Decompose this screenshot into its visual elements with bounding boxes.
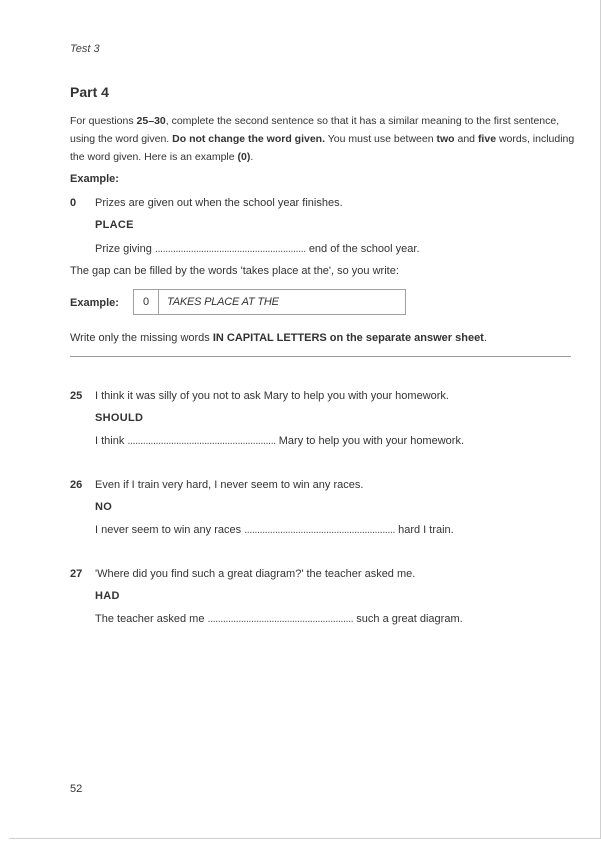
question-number: 27 <box>70 568 83 580</box>
example-gap-line: Prize giving ........................................................... end of the school year. <box>95 243 420 255</box>
question-number: 26 <box>70 479 83 491</box>
question-sentence: 'Where did you find such a great diagram?' the teacher asked me. <box>95 568 416 580</box>
example-explanation: The gap can be filled by the words 'takes place at the', so you write: <box>70 265 399 277</box>
example-box-number: 0 <box>134 290 159 314</box>
question-keyword: NO <box>95 501 113 513</box>
question-gap-line: I never seem to win any races ........................................................... hard I train. <box>95 524 454 536</box>
question-sentence: I think it was silly of you not to ask Mary to help you with your homework. <box>95 390 449 402</box>
question-keyword: HAD <box>95 590 120 602</box>
section-divider <box>70 356 571 357</box>
question-number: 25 <box>70 390 83 402</box>
example-sentence: Prizes are given out when the school year finishes. <box>95 197 343 209</box>
part-title: Part 4 <box>70 84 109 100</box>
test-label: Test 3 <box>70 43 100 55</box>
example-keyword: PLACE <box>95 219 134 231</box>
question-keyword: SHOULD <box>95 412 144 424</box>
question-sentence: Even if I train very hard, I never seem to win any races. <box>95 479 364 491</box>
question-gap-line: The teacher asked me ......................................................... such a great diagram. <box>95 613 463 625</box>
question-gap-line: I think .......................................................... Mary to help you with your homework. <box>95 435 464 447</box>
example-answer-box <box>133 289 406 315</box>
page-number: 52 <box>70 783 83 795</box>
example-heading: Example: <box>70 173 119 185</box>
example-number: 0 <box>70 197 77 209</box>
capital-letters-instruction: Write only the missing words IN CAPITAL LETTERS on the separate answer sheet. <box>70 332 487 344</box>
instructions-paragraph: For questions 25–30, complete the second sentence so that it has a similar meaning to the first sentence, using the word given. Do not change the word given. You must use between two and five words, including the word given. Here is an example (0). <box>70 115 575 163</box>
example-box-answer: TAKES PLACE AT THE <box>167 296 279 308</box>
example-box-label: Example: <box>70 297 119 309</box>
